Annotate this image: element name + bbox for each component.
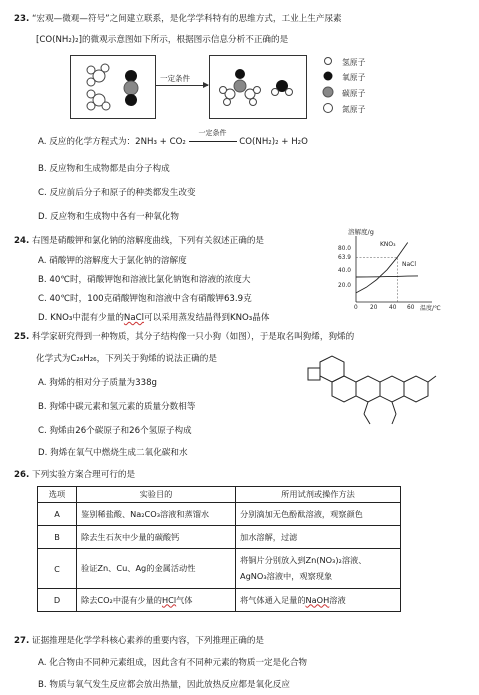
q23-a-suffix: CO(NH₂)₂ + H₂O	[239, 137, 308, 147]
q24-option-b: B. 40℃时，硝酸钾饱和溶液比氯化钠饱和溶液的浓度大	[38, 275, 251, 285]
legend-oxygen: 氧原子	[342, 73, 366, 82]
row-d-goal-suffix: 气体	[176, 594, 193, 605]
products-box	[209, 55, 307, 119]
q27-stem: 证据推理是化学学科核心素养的重要内容，下列推理正确的是	[31, 636, 265, 646]
ytick-20: 20.0	[338, 283, 351, 289]
ytick-80: 80.0	[338, 246, 351, 252]
row-d-goal-hcl: HCl	[161, 594, 177, 605]
table-header-row	[38, 487, 401, 503]
xtick-20: 20	[370, 305, 378, 311]
table-row	[38, 589, 401, 612]
table-row	[38, 503, 401, 526]
series-line-kno3	[356, 243, 408, 293]
col-goal: 实验目的	[77, 487, 236, 503]
q26-stem: 下列实验方案合理可行的是	[31, 470, 136, 480]
col-method: 所用试剂或操作方法	[236, 487, 401, 503]
row-a-option: A	[38, 503, 77, 526]
q23-option-c: C. 反应前后分子和原子的种类都发生改变	[38, 188, 196, 198]
q23-a-arrow	[189, 129, 237, 147]
q24-number: 24.	[14, 236, 30, 246]
row-b-option: B	[38, 526, 77, 549]
legend-hydrogen: 氢原子	[342, 58, 366, 67]
q25-option-a: A. 狗烯的相对分子质量为338g	[38, 378, 157, 388]
row-c-method-2: AgNO₃溶液中，观察现象	[240, 571, 333, 581]
row-b-method: 加水溶解，过滤	[236, 526, 401, 549]
q23-stem-1: “宏观—微观—符号”之间建立联系，是化学学科特有的思维方式，工业上生产尿素	[31, 14, 342, 24]
chart-ylabel: 溶解度/g	[348, 228, 374, 236]
row-d-method-naoh: NaOH	[305, 594, 330, 605]
col-option: 选项	[38, 487, 77, 503]
q23-a-condition: 一定条件	[198, 129, 227, 137]
q23-option-d: D. 反应物和生成物中各有一种氧化物	[38, 212, 179, 222]
q23-line2: [CO(NH₂)₂]的微观示意图如下所示，根据图示信息分析不正确的是	[36, 35, 289, 45]
q24-stem-line	[14, 234, 264, 246]
row-c-method	[236, 549, 401, 589]
row-b-goal: 除去生石灰中少量的碳酸钙	[77, 526, 236, 549]
product-molecules-figure	[210, 56, 306, 118]
series-label-kno3: KNO₃	[380, 241, 396, 248]
arrow-condition: 一定条件	[160, 74, 190, 83]
q24-option-a: A. 硝酸钾的溶解度大于氯化钠的溶解度	[38, 256, 187, 266]
q27-option-b: B. 物质与氧气发生反应都会放出热量，因此放热反应都是氧化反应	[38, 680, 290, 690]
row-c-method-1: 将铜片分别放入到Zn(NO₃)₂溶液、	[240, 555, 367, 565]
table-row	[38, 526, 401, 549]
row-d-goal-prefix: 除去CO₂中混有少量的	[81, 594, 162, 605]
row-d-method-prefix: 将气体通入足量的	[240, 594, 306, 605]
q23-line1	[14, 12, 342, 24]
q23-a-prefix: A. 反应的化学方程式为：2NH₃ + CO₂	[38, 137, 186, 147]
q25-line1	[14, 330, 354, 342]
q25-option-b: B. 狗烯中碳元素和氢元素的质量分数相等	[38, 402, 196, 412]
reactant-molecules-figure	[71, 56, 155, 118]
q27-number: 27.	[14, 636, 30, 646]
ytick-63.9: 63.9	[338, 255, 351, 261]
q25-option-c: C. 狗烯由26个碳原子和26个氢原子构成	[38, 426, 192, 436]
row-d-goal	[77, 589, 236, 612]
q23-number: 23.	[14, 14, 30, 24]
q23-option-b: B. 反应物和生成物都是由分子构成	[38, 164, 170, 174]
legend-swatches	[322, 56, 336, 116]
ytick-40: 40.0	[338, 268, 351, 274]
row-a-goal: 鉴别稀盐酸、Na₂CO₃溶液和蒸馏水	[77, 503, 236, 526]
q25-line2: 化学式为C₂₆H₂₆，下列关于狗烯的说法正确的是	[36, 354, 217, 364]
q24-option-c: C. 40℃时，100克硝酸钾饱和溶液中含有硝酸钾63.9克	[38, 294, 252, 304]
q23-option-a	[38, 129, 308, 147]
dogene-structure	[300, 352, 450, 452]
q25-option-d: D. 狗烯在氧气中燃烧生成二氧化碳和水	[38, 448, 188, 458]
xtick-60: 60	[407, 305, 415, 311]
row-d-method	[236, 589, 401, 612]
xtick-0: 0	[354, 305, 358, 311]
q26-stem-line	[14, 468, 135, 480]
q24-stem: 右图是硝酸钾和氯化钠的溶解度曲线，下列有关叙述正确的是	[31, 236, 265, 246]
row-d-option: D	[38, 589, 77, 612]
chart-xlabel: 温度/℃	[420, 305, 441, 312]
solubility-chart	[340, 226, 450, 326]
experiment-table	[37, 486, 401, 612]
row-c-goal: 验证Zn、Cu、Ag的金属活动性	[77, 549, 236, 589]
legend-carbon: 碳原子	[342, 89, 366, 98]
q24-option-d: D. KNO₃中混有少量的NaCl可以采用蒸发结晶得到KNO₃晶体	[38, 313, 270, 323]
q25-stem-1: 科学家研究得到一种物质，其分子结构像一只小狗（如图），于是取名叫狗烯，狗烯的	[31, 332, 355, 342]
series-line-nacl	[356, 276, 418, 277]
q26-number: 26.	[14, 470, 30, 480]
table-row	[38, 549, 401, 589]
xtick-40: 40	[389, 305, 397, 311]
q25-number: 25.	[14, 332, 30, 342]
q27-stem-line	[14, 634, 264, 646]
reaction-arrow	[156, 85, 208, 86]
reactants-box	[70, 55, 156, 119]
row-c-option: C	[38, 549, 77, 589]
series-label-nacl: NaCl	[402, 261, 417, 268]
row-a-method: 分别滴加无色酚酞溶液，观察颜色	[236, 503, 401, 526]
row-d-method-suffix: 溶液	[329, 594, 346, 605]
legend-nitrogen: 氮原子	[342, 105, 366, 114]
q27-option-a: A. 化合物由不同种元素组成，因此含有不同种元素的物质一定是化合物	[38, 658, 308, 668]
